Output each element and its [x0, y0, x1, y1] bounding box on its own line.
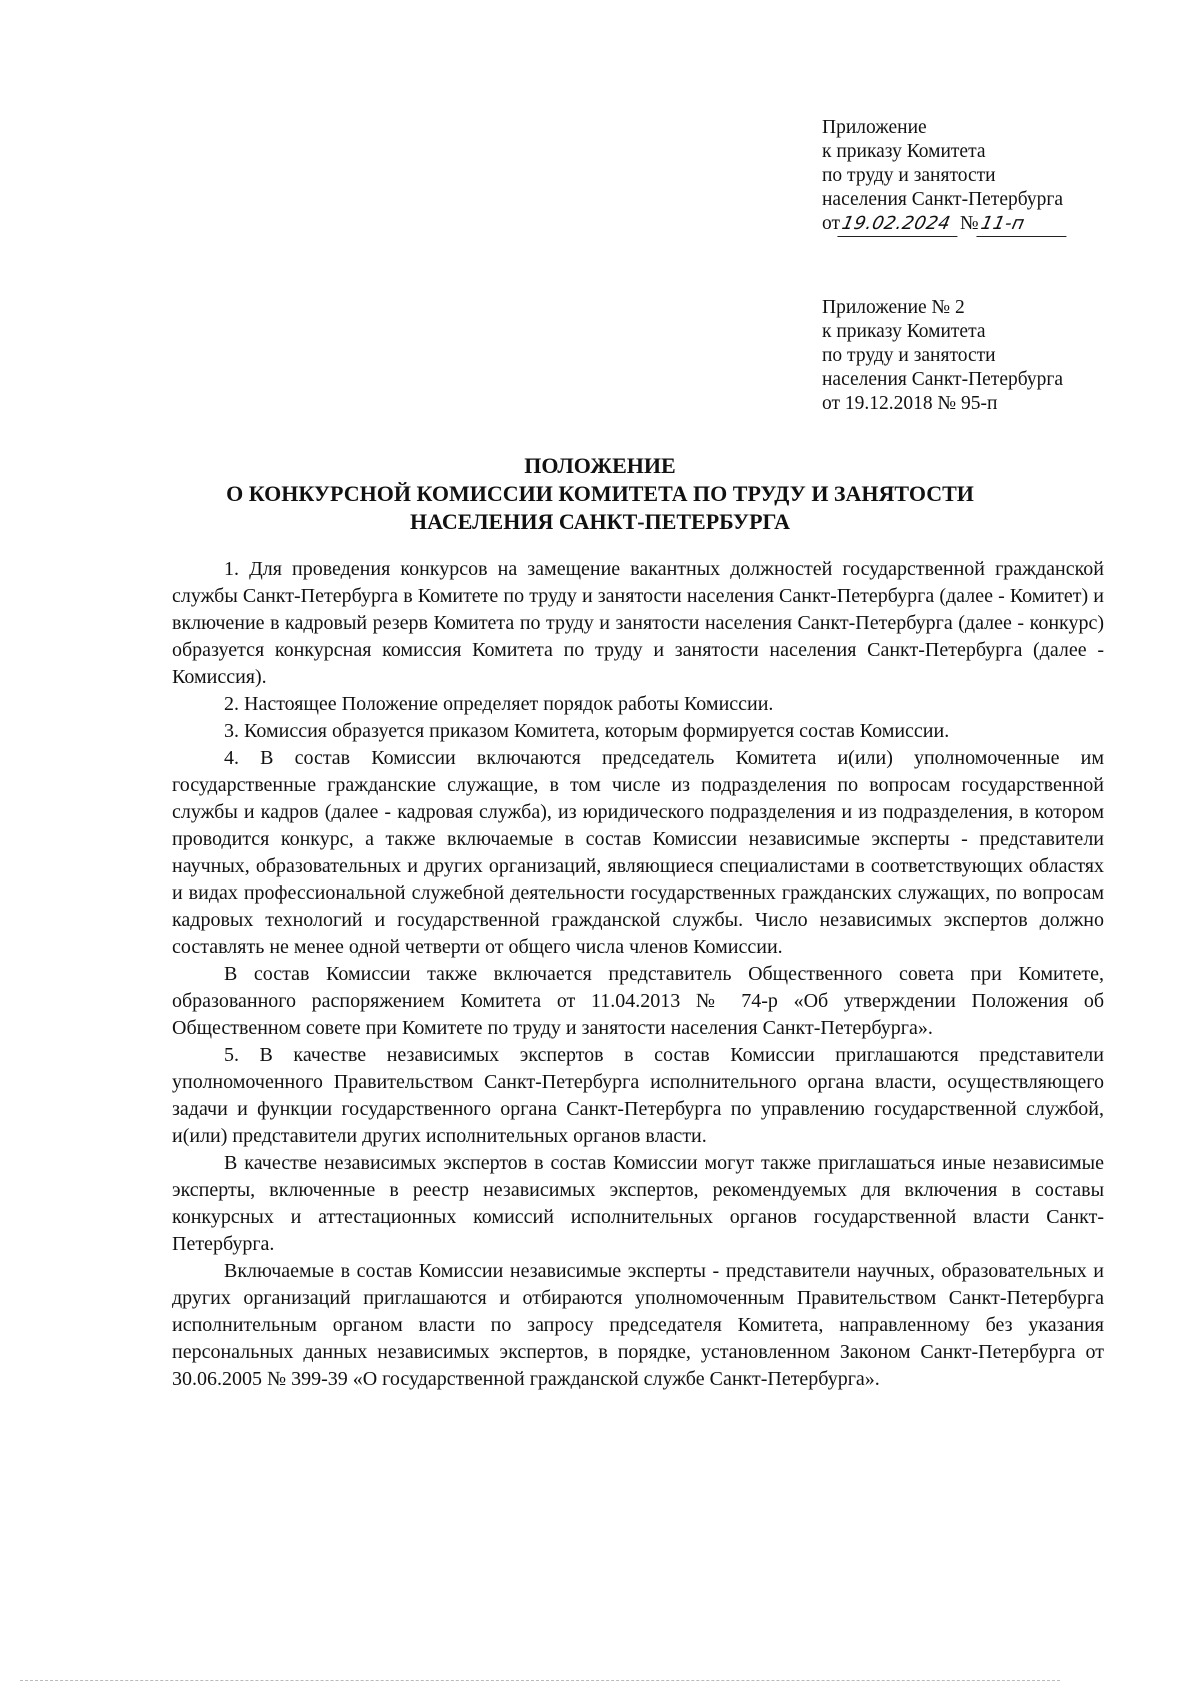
appendix-2-line: Приложение № 2 — [822, 297, 965, 318]
title-line: ПОЛОЖЕНИЕ — [524, 453, 676, 478]
paragraph: 4. В состав Комиссии включаются председатель Комитета и(или) уполномоченные им государственные гражданские служащие, в том числе из подразделения по вопросам государственной службы и кадров (далее - кадровая служба), из юридического подразделения и из подразделения, в котором проводится конкурс, а также включаемые в состав Комиссии независимые эксперты - представители научных, образовательных и других организаций, являющиеся специалистами в соответствующих областях и видах профессиональной служебной деятельности государственных гражданских служащих, по вопросам кадровых технологий и государственной гражданской службы. Число независимых экспертов должно составлять не менее одной четверти от общего числа членов Комиссии. — [172, 747, 1104, 958]
appendix-1-line: населения Санкт-Петербурга — [822, 189, 1064, 210]
appendix-2-line: по труду и занятости — [822, 345, 996, 366]
appendix-2-line: от 19.12.2018 № 95-п — [822, 393, 998, 414]
paragraph: В состав Комиссии также включается представитель Общественного совета при Комитете, образованного распоряжением Комитета от 11.04.2013 № 74-р «Об утверждении Положения об Общественном совете при Комитете по труду и занятости населения Санкт-Петербурга». — [172, 963, 1104, 1039]
document-title — [150, 452, 1050, 536]
title-line: О КОНКУРСНОЙ КОМИССИИ КОМИТЕТА ПО ТРУДУ И ЗАНЯТОСТИ — [226, 481, 974, 506]
document-body — [172, 556, 1104, 1393]
appendix-1-line: по труду и занятости — [822, 165, 996, 186]
appendix-1-date-line — [822, 212, 1069, 237]
title-line: НАСЕЛЕНИЯ САНКТ-ПЕТЕРБУРГА — [409, 509, 790, 534]
paragraph: 3. Комиссия образуется приказом Комитета, которым формируется состав Комиссии. — [224, 720, 950, 742]
appendix-2-line: к приказу Комитета — [822, 321, 986, 342]
number-sign: № — [960, 213, 979, 234]
paragraph: 5. В качестве независимых экспертов в состав Комиссии приглашаются представители уполномоченного Правительством Санкт-Петербурга исполнительного органа власти, осуществляющего задачи и функции государственного органа Санкт-Петербурга по управлению государственной службой, и(или) представители других исполнительных органов власти. — [172, 1044, 1104, 1147]
from-prefix: от — [822, 213, 841, 234]
appendix-2-line: населения Санкт-Петербурга — [822, 369, 1064, 390]
handwritten-date: 19.02.2024 — [837, 212, 962, 237]
appendix-1-line: Приложение — [822, 117, 927, 138]
handwritten-number: 11-п — [976, 212, 1071, 237]
appendix-1-header — [822, 116, 1069, 237]
paragraph: В качестве независимых экспертов в состав Комиссии могут также приглашаться иные независимые эксперты, включенные в реестр независимых экспертов, рекомендуемых для включения в составы конкурсных и аттестационных комиссий исполнительных органов государственной власти Санкт-Петербурга. — [172, 1152, 1104, 1255]
paragraph: Включаемые в состав Комиссии независимые эксперты - представители научных, образовательных и других организаций приглашаются и отбираются уполномоченным Правительством Санкт-Петербурга исполнительным органом власти по запросу председателя Комитета, направленному без указания персональных данных независимых экспертов, в порядке, установленном Законом Санкт-Петербурга от 30.06.2005 № 399-39 «О государственной гражданской службе Санкт-Петербурга». — [172, 1260, 1104, 1390]
appendix-2-header — [822, 296, 1063, 416]
paragraph: 2. Настоящее Положение определяет порядок работы Комиссии. — [224, 693, 774, 715]
scan-edge-divider — [20, 1680, 1060, 1681]
appendix-1-line: к приказу Комитета — [822, 141, 986, 162]
paragraph: 1. Для проведения конкурсов на замещение вакантных должностей государственной гражданской службы Санкт-Петербурга в Комитете по труду и занятости населения Санкт-Петербурга (далее - Комитет) и включение в кадровый резерв Комитета по труду и занятости населения Санкт-Петербурга (далее - конкурс) образуется конкурсная комиссия Комитета по труду и занятости населения Санкт-Петербурга (далее - Комиссия). — [172, 558, 1104, 688]
